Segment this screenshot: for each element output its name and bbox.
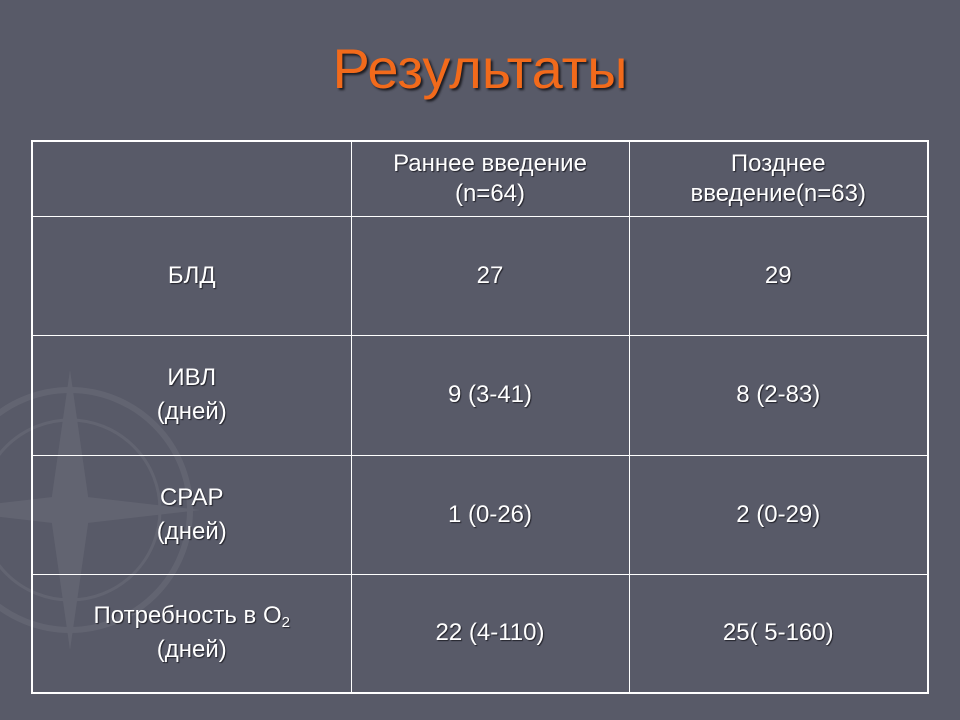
early-value: 9 (3-41) [351,335,629,455]
late-value: 8 (2-83) [629,335,928,455]
early-value: 1 (0-26) [351,455,629,574]
table-header-row [32,141,928,216]
row-label-line2: (дней) [156,517,227,545]
row-label-line2: (дней) [156,636,227,664]
table-row [32,455,928,574]
table-row [32,335,928,455]
header-late-line2: введение(n=63) [690,179,866,207]
results-table [31,140,929,694]
row-label [32,574,351,693]
early-value: 22 (4-110) [351,574,629,693]
row-label [32,455,351,574]
table-row [32,574,928,693]
table-row [32,216,928,335]
header-early-line2: (n=64) [454,179,526,207]
row-label-line2: (дней) [156,398,227,425]
row-label-line1: CPAP [159,483,224,511]
late-value: 29 [629,216,928,335]
row-label-line1: ИВЛ [167,364,217,392]
slide-title: Результаты [332,37,628,100]
early-value: 27 [351,216,629,335]
row-label [32,216,351,335]
late-value: 25( 5-160) [629,574,928,693]
header-cell-empty [32,141,351,216]
header-cell-late [629,141,928,216]
header-early-line1: Раннее введение [393,149,587,177]
header-cell-early [351,141,629,216]
row-label-line1 [39,599,345,633]
subscript-two: 2 [281,614,290,632]
late-value: 2 (0-29) [629,455,928,574]
row-label-text: Потребность в O [93,602,282,630]
header-late-line1: Позднее [730,149,826,177]
row-label-line1: БЛД [167,261,216,289]
row-label [32,335,351,455]
